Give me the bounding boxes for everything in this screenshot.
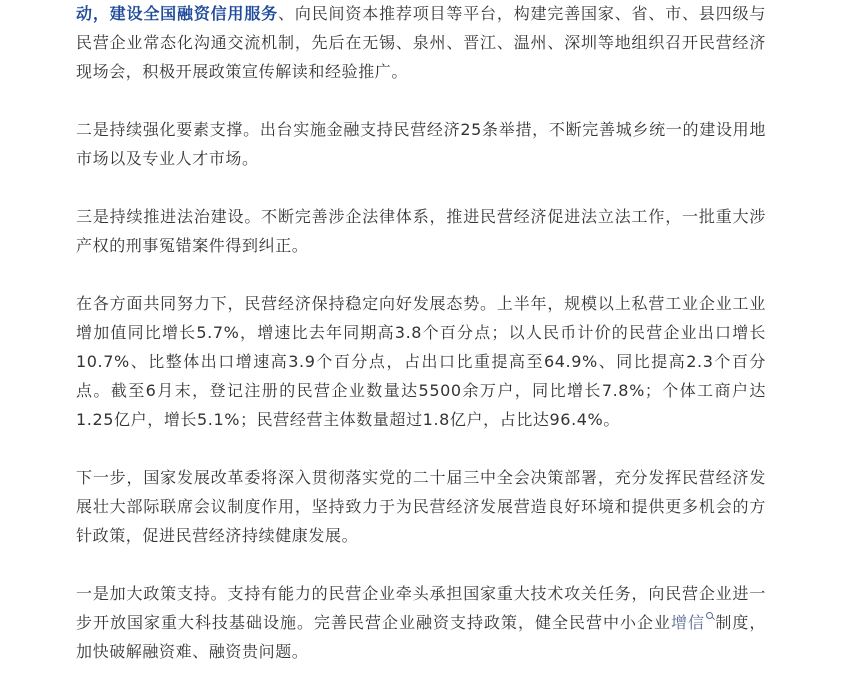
paragraph-policy-support <box>76 579 766 666</box>
paragraph-economic-stats: 在各方面共同努力下，民营经济保持稳定向好发展态势。上半年，规模以上私营工业企业工业增加值同比增长5.7%，增速比去年同期高3.8个百分点；以人民币计价的民营企业出口增长10.7%、比整体出口增速高3.9个百分点，占出口比重提高至64.9%、同比提高2.3个百分点。截至6月末，登记注册的民营企业数量达5500余万户，同比增长7.8%；个体工商户达1.25亿户，增长5.1%；民营经营主体数量超过1.8亿户，占比达96.4%。 <box>76 294 766 429</box>
article-body <box>76 0 766 695</box>
credit-enhancement-link-label[interactable]: 增信 <box>670 613 705 632</box>
search-icon[interactable] <box>706 612 715 621</box>
paragraph-next-steps: 下一步，国家发展改革委将深入贯彻落实党的二十届三中全会决策部署，充分发挥民营经济发展壮大部际联席会议制度作用，坚持致力于为民营经济发展营造良好环境和提供更多机会的方针政策，促进民营经济持续健康发展。 <box>76 468 766 545</box>
paragraph-text: 制度，加快破解融资难、融资贵问题。 <box>76 613 766 661</box>
credit-service-highlight: 动，建设全国融资信用服务 <box>76 4 279 23</box>
credit-enhancement-link[interactable] <box>671 613 715 632</box>
paragraph-factor-support: 二是持续强化要素支撑。出台实施金融支持民营经济25条举措，不断完善城乡统一的建设用地市场以及专业人才市场。 <box>76 120 766 168</box>
paragraph-text: 一是加大政策支持。支持有能力的民营企业牵头承担国家重大技术攻关任务，向民营企业进一步开放国家重大科技基础设施。完善民营企业融资支持政策，健全民营中小企业 <box>76 584 766 632</box>
paragraph-platform-building <box>76 0 766 86</box>
paragraph-rule-of-law: 三是持续推进法治建设。不断完善涉企法律体系，推进民营经济促进法立法工作，一批重大涉产权的刑事冤错案件得到纠正。 <box>76 207 766 255</box>
paragraph-text: 、向民间资本推荐项目等平台，构建完善国家、省、市、县四级与民营企业常态化沟通交流机制，先后在无锡、泉州、晋江、温州、深圳等地组织召开民营经济现场会，积极开展政策宣传解读和经验推广。 <box>76 4 767 81</box>
